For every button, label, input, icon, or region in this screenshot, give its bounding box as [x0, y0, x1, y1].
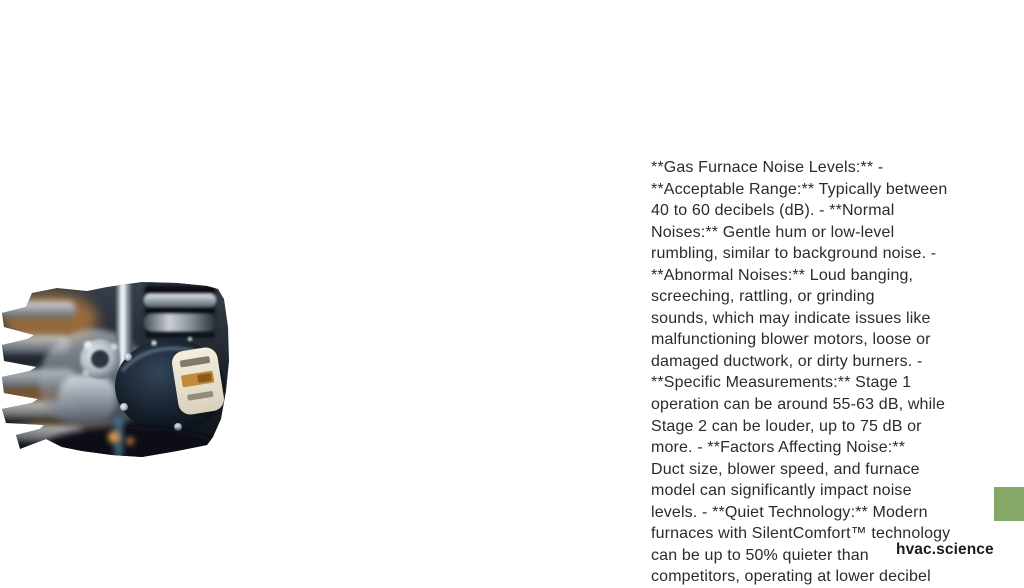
article-line: operation can be around 55-63 dB, while — [651, 396, 946, 414]
article-line: furnaces with SilentComfort™ technology — [651, 525, 951, 543]
article-line: **Abnormal Noises:** Loud banging, — [651, 266, 914, 284]
article-line: damaged ductwork, or dirty burners. - — [651, 352, 923, 370]
article-line: rumbling, similar to background noise. - — [651, 245, 937, 263]
article-line: Stage 2 can be louder, up to 75 dB or — [651, 417, 922, 435]
article-line: 40 to 60 decibels (dB). - **Normal — [651, 202, 895, 220]
article-line: screeching, rattling, or grinding — [651, 288, 875, 306]
article-line: **Acceptable Range:** Typically between — [651, 180, 948, 198]
article-line: Noises:** Gentle hum or low-level — [651, 223, 895, 241]
article-text — [651, 157, 996, 588]
article-line: can be up to 50% quieter than — [651, 546, 869, 564]
article-line: model can significantly impact noise — [651, 482, 912, 500]
article-line: levels. - **Quiet Technology:** Modern — [651, 503, 928, 521]
furnace-photo — [2, 279, 232, 463]
accent-square — [994, 487, 1024, 521]
article-line: competitors, operating at lower decibel — [651, 568, 931, 586]
article-line: malfunctioning blower motors, loose or — [651, 331, 931, 349]
brand-watermark: hvac.science — [896, 541, 994, 558]
article-line: Duct size, blower speed, and furnace — [651, 460, 920, 478]
article-line: **Specific Measurements:** Stage 1 — [651, 374, 912, 392]
article-line: more. - **Factors Affecting Noise:** — [651, 439, 906, 457]
article-line: **Gas Furnace Noise Levels:** - — [651, 159, 884, 176]
article-line: sounds, which may indicate issues like — [651, 309, 931, 327]
furnace-photo-illustration — [2, 279, 232, 463]
